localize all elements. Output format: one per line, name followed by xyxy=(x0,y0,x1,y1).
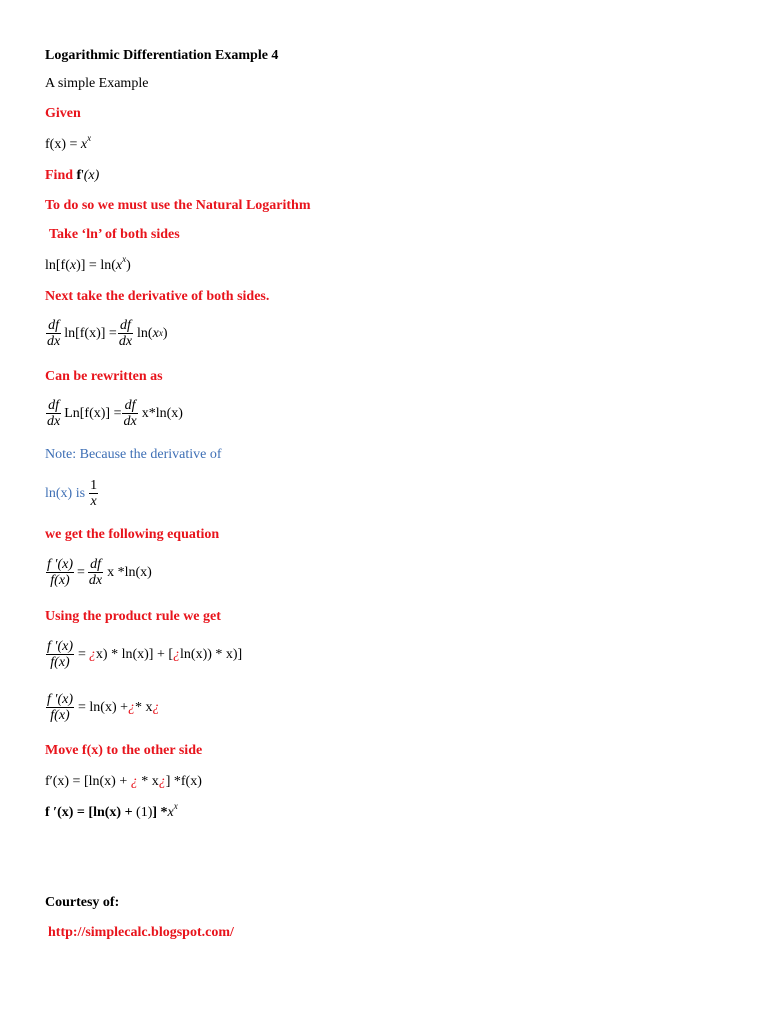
equation-simplified xyxy=(45,692,160,723)
eq7-end: ] *f(x) xyxy=(165,774,202,789)
courtesy-label: Courtesy of: xyxy=(45,895,120,910)
equation-rewritten xyxy=(45,398,183,429)
equation-product-rule xyxy=(45,639,242,670)
eq6-part1: * x xyxy=(135,699,153,715)
find-prime: ' xyxy=(81,168,84,183)
fraction-df-dx: $\frac{df}{dx}$ xyxy=(88,557,103,588)
document-title: Logarithmic Differentiation Example 4 xyxy=(45,48,279,63)
eq8-pre: f ′(x) = [ln(x) + xyxy=(45,805,137,820)
find-label: Find xyxy=(45,168,74,183)
eq5-part1: x) * ln(x)] + [ xyxy=(95,646,174,662)
equation-final xyxy=(45,801,178,822)
eq6-rhs: = ln(x) + xyxy=(78,699,129,715)
source-link[interactable]: http://simplecalc.blogspot.com/ xyxy=(48,925,234,940)
missing-glyph: ¿ xyxy=(173,646,181,662)
equation-fprime-expanded xyxy=(45,773,202,791)
following-text: we get the following equation xyxy=(45,527,220,542)
eq1-lhs: ln[f( xyxy=(45,258,70,273)
given-label: Given xyxy=(45,106,81,121)
eq4-equals: = xyxy=(77,564,85,580)
eq2-end: ) xyxy=(162,325,168,341)
missing-glyph: ¿ xyxy=(128,699,136,715)
given-lhs: f(x) = xyxy=(45,137,81,152)
eq1-exponent: x xyxy=(122,254,127,265)
eq8-exponent: x xyxy=(173,801,178,812)
eq1-end: ) xyxy=(126,258,131,273)
equation-ln-both-sides xyxy=(45,254,131,275)
note-equation xyxy=(45,478,99,509)
derivative-text: Next take the derivative of both sides. xyxy=(45,289,270,304)
eq8-base: x xyxy=(167,805,174,820)
eq3-rhs: x*ln(x) xyxy=(141,405,183,421)
find-f: f xyxy=(76,168,82,183)
equation-fprime-over-f xyxy=(45,557,152,588)
eq1-x: x xyxy=(69,258,77,273)
missing-glyph: ¿ xyxy=(158,774,166,789)
eq7-mid: * x xyxy=(137,774,159,789)
rewritten-text: Can be rewritten as xyxy=(45,369,163,384)
missing-glyph: ¿ xyxy=(130,774,138,789)
missing-glyph: ¿ xyxy=(152,699,160,715)
find-line xyxy=(45,167,99,185)
fraction-fprime-f: $\frac{f '(x)}{f(x)}$ xyxy=(47,692,73,723)
eq2-base: x xyxy=(152,325,159,341)
eq4-rhs: x *ln(x) xyxy=(107,564,152,580)
fraction-one-over-x: $\frac{1}{x}$ xyxy=(90,478,98,509)
eq5-part2: ln(x)) * x)] xyxy=(180,646,243,662)
fraction-fprime-f: $\frac{f '(x)}{f(x)}$ xyxy=(47,639,73,670)
given-equation xyxy=(45,133,92,154)
fraction-df-dx: $\frac{df}{dx}$ xyxy=(47,398,61,429)
eq8-end: ] * xyxy=(152,805,168,820)
take-ln-text: Take ‘ln’ of both sides xyxy=(49,227,180,242)
equation-derivative: $\frac{df}{dx}$ ln[f(x)] = $\frac{df}{dx}$ ln( x $^x$ ) xyxy=(47,318,168,349)
given-exponent: x xyxy=(87,133,92,144)
note-expr: ln(x) is xyxy=(45,485,86,501)
eq1-mid: )] = ln( xyxy=(76,258,116,273)
eq5-equals: = xyxy=(78,646,86,662)
fraction-df-dx-rhs: $\frac{df}{dx}$ xyxy=(123,398,137,429)
given-base: x xyxy=(80,137,88,152)
find-arg: (x) xyxy=(83,168,100,183)
eq2-lhs: ln[f(x)] = xyxy=(64,325,117,341)
fraction-df-dx: $\frac{df}{dx}$ xyxy=(47,318,61,349)
natural-log-text: To do so we must use the Natural Logarithm xyxy=(45,198,311,213)
eq2-rhs-pre: ln( xyxy=(137,325,153,341)
eq7-pre: f′(x) = [ln(x) + xyxy=(45,774,131,789)
missing-glyph: ¿ xyxy=(88,646,96,662)
note-text: Note: Because the derivative of xyxy=(45,447,222,462)
eq1-base: x xyxy=(115,258,123,273)
eq3-lhs: Ln[f(x)] = xyxy=(64,405,122,421)
product-rule-text: Using the product rule we get xyxy=(45,609,221,624)
move-text: Move f(x) to the other side xyxy=(45,743,203,758)
subtitle: A simple Example xyxy=(45,76,149,91)
fraction-fprime-f: $\frac{f '(x)}{f(x)}$ xyxy=(47,557,73,588)
eq8-paren: (1) xyxy=(136,805,153,820)
fraction-df-dx-rhs: $\frac{df}{dx}$ xyxy=(118,318,133,349)
